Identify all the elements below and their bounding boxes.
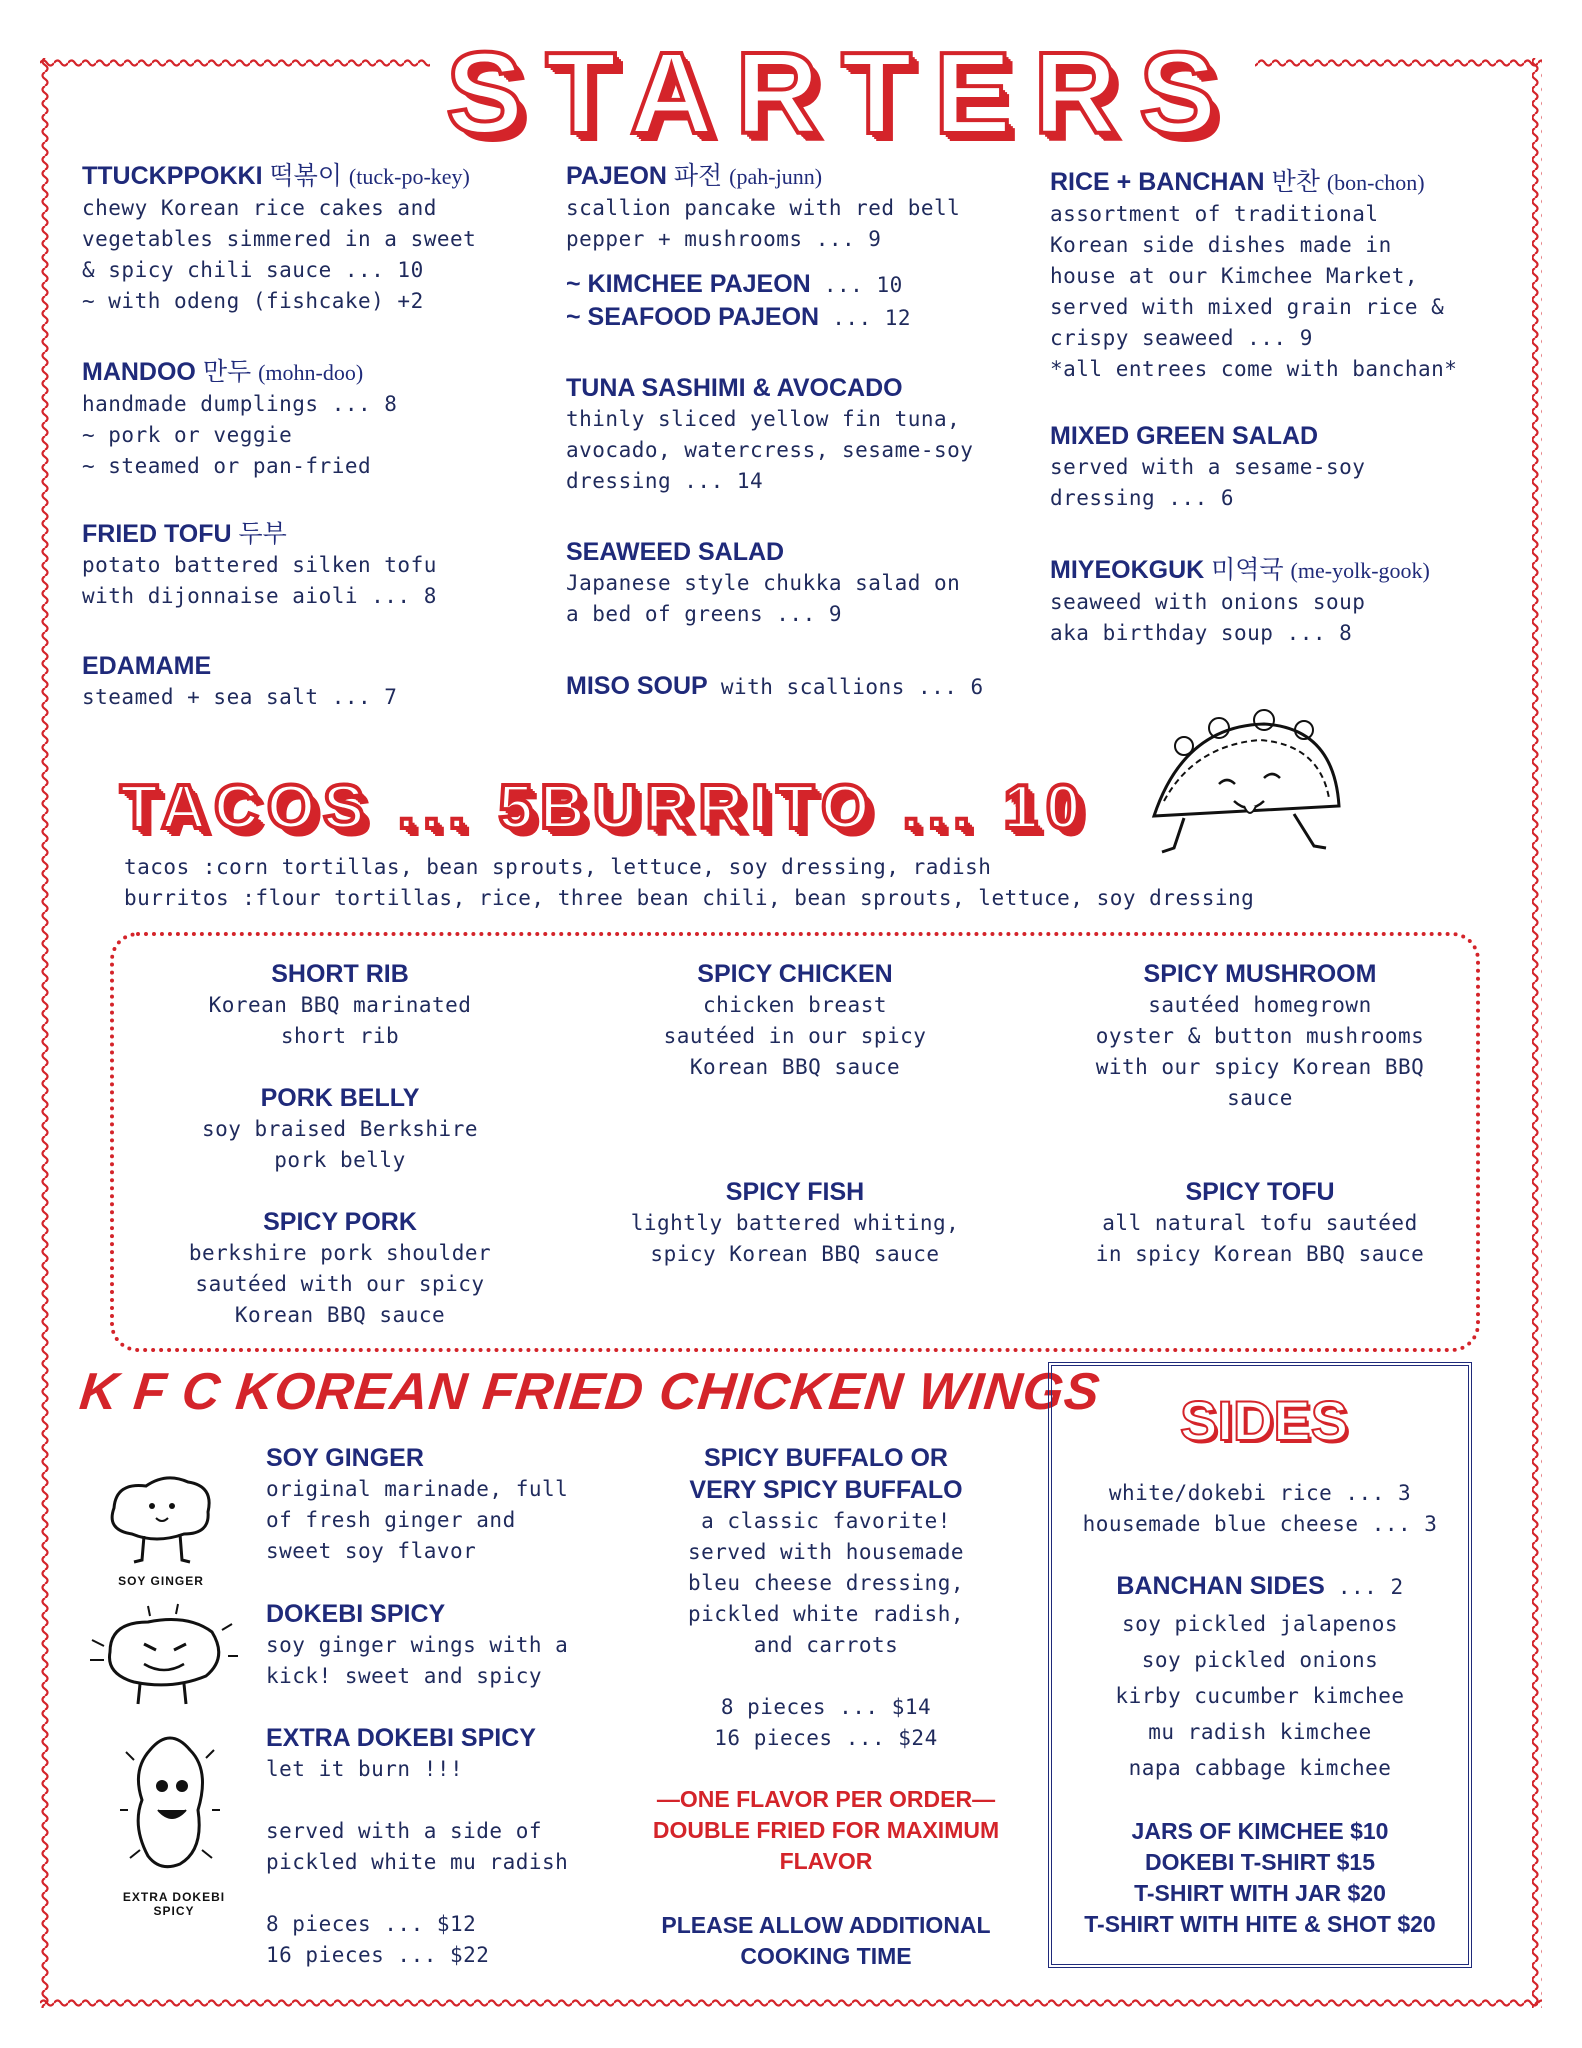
- item-name: ~ SEAFOOD PAJEON: [566, 303, 820, 331]
- wing-spicy-buffalo: [626, 1442, 1026, 1754]
- wing-dokebi-spicy: [266, 1598, 568, 1692]
- item-description: original marinade, full of fresh ginger and sweet soy flavor: [266, 1477, 569, 1563]
- wing-extra-dokebi-spicy: [266, 1722, 568, 1971]
- filling-spicy-pork: [140, 1206, 540, 1331]
- item-description: with scallions ... 6: [707, 675, 984, 699]
- tacos-title: TACOS ... 5: [120, 773, 542, 842]
- item-name: MIXED GREEN SALAD: [1050, 422, 1319, 450]
- menu-item-miso-soup: [566, 670, 984, 703]
- korean-name: 미역국: [1211, 556, 1284, 584]
- pronunciation: (tuck-po-key): [348, 164, 470, 189]
- menu-item-kimchee-pajeon: [566, 268, 911, 334]
- item-name: SPICY CHICKEN: [697, 960, 893, 988]
- sides-list: white/dokebi rice ... 3 housemade blue cheese ... 3: [1082, 1481, 1438, 1536]
- dokebi-spicy-wing-illustration: [88, 1600, 238, 1710]
- menu-item-mixed-green-salad: [1050, 420, 1365, 514]
- item-name: MIYEOKGUK: [1050, 556, 1205, 584]
- filling-spicy-mushroom: [1050, 958, 1470, 1114]
- burritos-description: burritos :flour tortillas, rice, three bean chili, bean sprouts, lettuce, soy dressing: [124, 886, 1255, 910]
- item-name: SPICY PORK: [263, 1208, 417, 1236]
- menu-item-rice-banchan: [1050, 166, 1457, 385]
- item-name: MISO SOUP: [566, 672, 708, 700]
- korean-name: 만두: [202, 358, 252, 386]
- item-name: TUNA SASHIMI & AVOCADO: [566, 374, 903, 402]
- banchan-sides-list: soy pickled jalapenos soy pickled onions kirby cucumber kimchee mu radish kimchee napa cabbage kimchee: [1115, 1612, 1405, 1780]
- item-name: EXTRA DOKEBI SPICY: [266, 1724, 536, 1752]
- korean-name: 두부: [238, 520, 287, 548]
- item-description: potato battered silken tofu with dijonnaise aioli ... 8: [82, 553, 437, 608]
- extra-dokebi-spicy-wing-illustration: [120, 1730, 220, 1880]
- pronunciation: (bon-chon): [1326, 170, 1425, 195]
- item-description: a classic favorite! served with housemade bleu cheese dressing, pickled white radish, and carrots 8 pieces ... $14 16 pieces ... $24: [687, 1509, 964, 1750]
- item-description: Korean BBQ marinated short rib: [208, 993, 472, 1048]
- menu-item-seaweed-salad: [566, 536, 960, 630]
- filling-spicy-tofu: [1050, 1176, 1470, 1270]
- starters-title: STARTERS: [430, 26, 1255, 160]
- item-name: SPICY TOFU: [1185, 1178, 1335, 1206]
- item-name: PORK BELLY: [260, 1084, 420, 1112]
- item-description: soy braised Berkshire pork belly: [201, 1117, 478, 1172]
- sides-title: SIDES: [1180, 1389, 1349, 1452]
- item-name: DOKEBI SPICY: [266, 1600, 446, 1628]
- item-name: FRIED TOFU: [82, 520, 232, 548]
- item-description: assortment of traditional Korean side dishes made in house at our Kimchee Market, served with mixed grain rice & crispy seaweed ... 9 *all entrees come with banchan*: [1050, 202, 1458, 381]
- one-flavor-notice: —ONE FLAVOR PER ORDER—: [656, 1786, 996, 1812]
- menu-item-miyeokguk: [1050, 554, 1430, 649]
- menu-item-tuna-sashimi: [566, 372, 973, 497]
- burrito-title: BURRITO ... 10: [540, 773, 1089, 842]
- item-description: lightly battered whiting, spicy Korean BBQ sauce: [630, 1211, 960, 1266]
- menu-item-edamame: [82, 650, 397, 713]
- item-description: handmade dumplings ... 8 ~ pork or veggie ~ steamed or pan-fried: [82, 392, 398, 478]
- item-name: SOY GINGER: [266, 1444, 424, 1472]
- item-description: chewy Korean rice cakes and vegetables simmered in a sweet & spicy chili sauce ... 10 ~ with odeng (fishcake) +2: [82, 196, 477, 313]
- item-description: let it burn !!! served with a side of pickled white mu radish 8 pieces ... $12 16 pieces ... $22: [266, 1757, 569, 1967]
- item-description: thinly sliced yellow fin tuna, avocado, watercress, sesame-soy dressing ... 14: [566, 407, 974, 493]
- korean-name: 반찬: [1271, 168, 1320, 196]
- item-description: Japanese style chukka salad on a bed of greens ... 9: [566, 571, 961, 626]
- double-fried-notice: DOUBLE FRIED FOR MAXIMUM FLAVOR: [652, 1817, 1000, 1874]
- item-name: SPICY MUSHROOM: [1143, 960, 1377, 988]
- filling-pork-belly: [140, 1082, 540, 1176]
- item-description: soy ginger wings with a kick! sweet and spicy: [266, 1633, 569, 1688]
- menu-item-mandoo: [82, 356, 397, 482]
- menu-item-fried-tofu: [82, 518, 437, 612]
- tacos-description: tacos :corn tortillas, bean sprouts, lettuce, soy dressing, radish: [124, 855, 992, 879]
- banchan-sides-heading: [1060, 1570, 1460, 1603]
- item-name: SPICY FISH: [725, 1178, 865, 1206]
- item-description: seaweed with onions soup aka birthday soup ... 8: [1050, 590, 1366, 645]
- item-name: ~ KIMCHEE PAJEON: [566, 270, 811, 298]
- item-description: scallion pancake with red bell pepper + mushrooms ... 9: [566, 196, 961, 251]
- item-description: served with a sesame-soy dressing ... 6: [1050, 455, 1366, 510]
- extra-dokebi-caption: EXTRA DOKEBI SPICY: [122, 1890, 226, 1918]
- item-description: chicken breast sautéed in our spicy Korean BBQ sauce: [663, 993, 927, 1079]
- item-description: all natural tofu sautéed in spicy Korean BBQ sauce: [1095, 1211, 1425, 1266]
- item-name: RICE + BANCHAN: [1050, 168, 1265, 196]
- pronunciation: (me-yolk-gook): [1290, 558, 1430, 583]
- menu-item-pajeon: [566, 160, 960, 255]
- item-name: PAJEON: [566, 162, 667, 190]
- korean-name: 떡볶이: [269, 162, 342, 190]
- item-name: EDAMAME: [82, 652, 212, 680]
- item-name: SHORT RIB: [271, 960, 409, 988]
- korean-name: 파전: [673, 162, 723, 190]
- taco-mascot-illustration: [1124, 706, 1364, 866]
- filling-spicy-chicken: [595, 958, 995, 1083]
- filling-spicy-fish: [595, 1176, 995, 1270]
- item-price: ... 12: [819, 306, 912, 330]
- item-price: ... 2: [1324, 1575, 1404, 1599]
- wing-soy-ginger: [266, 1442, 568, 1567]
- pronunciation: (pah-junn): [729, 164, 823, 189]
- item-name: SPICY BUFFALO OR VERY SPICY BUFFALO: [689, 1444, 963, 1504]
- soy-ginger-wing-illustration: [96, 1468, 226, 1568]
- item-description: sautéed homegrown oyster & button mushrooms with our spicy Korean BBQ sauce: [1095, 993, 1425, 1110]
- item-name: SEAWEED SALAD: [566, 538, 785, 566]
- item-description: berkshire pork shoulder sautéed with our spicy Korean BBQ sauce: [188, 1241, 492, 1327]
- merch-list: JARS OF KIMCHEE $10 DOKEBI T-SHIRT $15 T-SHIRT WITH JAR $20 T-SHIRT WITH HITE & SHOT $20: [1084, 1818, 1436, 1937]
- item-name: TTUCKPPOKKI: [82, 162, 263, 190]
- item-price: ... 10: [810, 273, 903, 297]
- item-name: BANCHAN SIDES: [1116, 1572, 1325, 1600]
- soy-ginger-caption: SOY GINGER: [118, 1574, 204, 1588]
- filling-short-rib: [140, 958, 540, 1052]
- cooking-time-notice: PLEASE ALLOW ADDITIONAL COOKING TIME: [661, 1912, 991, 1969]
- menu-item-ttuckppokki: [82, 160, 476, 317]
- kfc-title: K F C KOREAN FRIED CHICKEN WINGS: [76, 1363, 1104, 1421]
- item-name: MANDOO: [82, 358, 196, 386]
- item-description: steamed + sea salt ... 7: [82, 685, 398, 709]
- pronunciation: (mohn-doo): [258, 360, 364, 385]
